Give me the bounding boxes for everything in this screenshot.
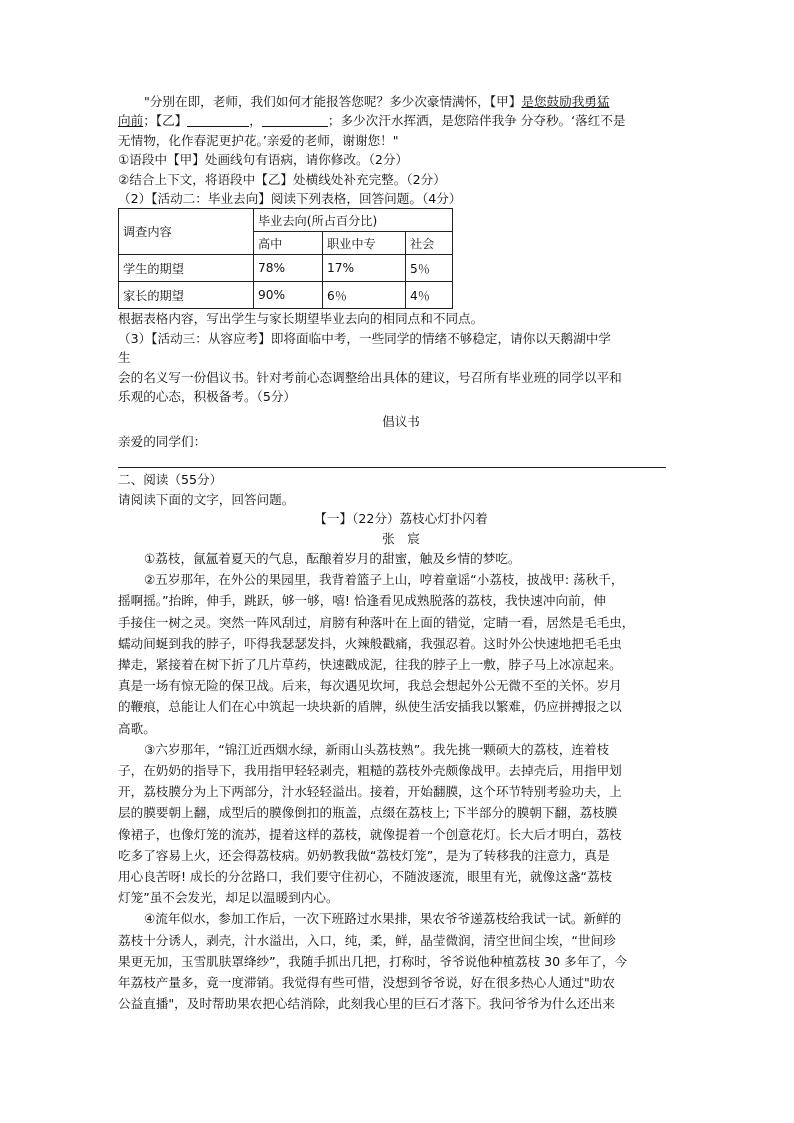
article-line: 灯笼”虽不会发光，却足以温暖到内心。: [118, 890, 339, 906]
fill-blank-1[interactable]: [187, 113, 249, 127]
article-title: 【一】（22分）荔枝心灯扑闪着: [314, 511, 488, 527]
table-row-label: 学生的期望: [119, 255, 254, 282]
table-group-header: 毕业去向(所占百分比): [254, 209, 453, 232]
document-page: [118, 92, 684, 1014]
article-paragraph: [118, 908, 684, 1014]
survey-table: [118, 208, 453, 309]
table-cell: 6％: [323, 282, 406, 309]
proposal-greeting: 亲爱的同学们：: [118, 433, 207, 449]
article-line: 公益直播"，及时帮助果农把心结消除，此刻我心里的巨石才落下。我问爷爷为什么还出来: [118, 996, 615, 1012]
article-line: 年荔枝产量多，竟一度滞销。我觉得有些可惜，没想到爷爷说，好在很多热心人通过"助农: [118, 974, 615, 990]
activity3-line2: 生: [118, 350, 131, 366]
activity2-question: 根据表格内容，写出学生与家长期望毕业去向的相同点和不同点。: [118, 311, 484, 327]
table-cell: 17%: [323, 255, 406, 282]
table-cell: 5％: [406, 255, 453, 282]
article-body: [118, 548, 684, 1014]
article-line: 开，荔枝膜分为上下两部分，汁水轻轻溢出。接着，开始翻膜，这个环节特别考验功夫，上: [118, 784, 622, 800]
article-author: 张 宸: [382, 530, 420, 546]
article-line: ④流年似水，参加工作后，一次下班路过水果排，果农爷爷递荔枝给我试一试。新鲜的: [144, 911, 622, 927]
article-line: ②五岁那年，在外公的果园里，我背着篮子上山，哼着童谣“小荔枝，披战甲: 荡秋千，: [144, 572, 624, 588]
activity1-question-2: ②结合上下文，将语段中【乙】处横线处补充完整。（2分）: [118, 171, 446, 187]
article-line: 的鞭痕，总能让人们在心中筑起一块块新的盾牌，纵使生活安插我以繁难，仍应拼搏报之以: [118, 699, 622, 715]
article-line: 像裙子，也像灯笼的流苏，提着这样的荔枝，就像提着一个创意花灯。长大后才明白，荔枝: [118, 826, 622, 842]
article-line: 用心良苦呀! 成长的分岔路口，我们要守住初心，不随波逐流，眼里有光，就像这盏“荔枝: [118, 868, 613, 884]
article-line: ③六岁那年，“锦江近西烟水绿，新雨山头荔枝熟”。我先挑一颗硕大的荔枝，连着枝: [144, 741, 610, 757]
table-col-header: 社会: [406, 232, 453, 255]
fill-blank-2[interactable]: [262, 113, 328, 127]
table-col-header: 高中: [254, 232, 323, 255]
article-line: 果更无加，玉雪肌肤罩绛纱”，我随手抓出几把，打称时，爷爷说他种植荔枝 30 多年了，今: [118, 953, 628, 969]
article-line: 手接住一树之灵。突然一阵风刮过，肩膀有种落叶在上面的错觉，定睛一看，居然是毛毛虫，: [118, 614, 635, 630]
article-line: 层的膜要朝上翻，成型后的膜像倒扣的瓶盖，点缀在荔枝上; 下半部分的膜朝下翻，荔枝膜: [118, 805, 618, 821]
activity1-paragraph-line2: [118, 111, 684, 130]
activity1-text: ；【乙】: [143, 113, 188, 129]
article-line: ①荔枝，氤氲着夏天的气息，酝酿着岁月的甜蜜，触及乡情的梦吃。: [144, 550, 521, 566]
table-row: [119, 282, 453, 309]
section2-heading: 二、阅读（55分）: [118, 472, 223, 488]
proposal-title: 倡议书: [382, 414, 420, 430]
article-paragraph: [118, 569, 684, 739]
activity2-heading: （2）【活动二：毕业去向】阅读下列表格，回答问题。（4分）: [118, 191, 462, 207]
activity1-text: ；多少次汗水挥洒，是您陪伴我争 分夺秒。‘落红不是: [327, 113, 626, 129]
activity1-underlined-sentence: 是您鼓励我勇猛: [521, 94, 610, 109]
table-cell: 78%: [254, 255, 323, 282]
table-col-header: 职业中专: [323, 232, 406, 255]
activity1-paragraph-line1: [118, 92, 684, 111]
article-line: 真是一场有惊无险的保卫战。后来，每次遇见坎坷，我总会想起外公无微不至的关怀。岁月: [118, 678, 622, 694]
section2-instruction: 请阅读下面的文字，回答问题。: [118, 491, 295, 507]
table-row: [119, 255, 453, 282]
activity1-question-1: ①语段中【甲】处画线句有语病，请你修改。（2分）: [118, 152, 409, 168]
activity1-text: "分别在即，老师，我们如何才能报答您呢？多少次豪情满怀，【甲】: [144, 94, 522, 109]
article-line: 荔枝十分诱人，剥壳，汁水溢出，入口，纯，柔，鲜，晶莹微润，清空世间尘埃，“世间珍: [118, 932, 616, 948]
article-line: 撵走，紧接着在树下折了几片草药，快速戳成泥，往我的脖子上一敷，脖子马上冰凉起来。: [118, 656, 622, 672]
article-line: 子，在奶奶的指导下，我用指甲轻轻剥壳，粗糙的荔枝外壳颇像战甲。去掉壳后，用指甲划: [118, 762, 622, 778]
table-cell: 4％: [406, 282, 453, 309]
table-cell: 90%: [254, 282, 323, 309]
article-paragraph: [118, 739, 684, 909]
article-line: 蠕动间蜒到我的脖子，吓得我瑟瑟发抖，火辣般戳痛，我强忍着。这时外公快速地把毛毛虫: [118, 635, 622, 651]
article-line: 吃多了容易上火，还会得荔枝病。奶奶教我做“荔枝灯笼”，是为了转移我的注意力，真是: [118, 847, 610, 863]
article-line: 摇啊摇。”抬眸，伸手，跳跃，够一够，嘻! 恰逢看见成熟脱落的荔枝，我快速冲向前，伸: [118, 593, 606, 609]
article-line: 高歌。: [118, 720, 156, 736]
article-paragraph: [118, 548, 684, 569]
answer-line[interactable]: [118, 467, 666, 468]
activity1-comma: ，: [249, 113, 262, 129]
activity3-line1: （3）【活动三：从容应考】即将面临中考，一些同学的情绪不够稳定，请你以天鹅湖中学: [118, 330, 611, 346]
activity3-line4: 乐观的心态，积极备考。（5分）: [118, 389, 297, 405]
activity3-line3: 会的名义写一份倡议书。针对考前心态调整给出具体的建议，号召所有毕业班的同学以平和: [118, 369, 622, 385]
activity1-paragraph-line3: 无情物，化作春泥更护花。’亲爱的老师，谢谢您！": [118, 132, 399, 148]
table-row-label: 家长的期望: [119, 282, 254, 309]
table-corner-cell: 调查内容: [119, 209, 254, 255]
activity1-underlined-sentence-end: 向前: [118, 113, 144, 129]
